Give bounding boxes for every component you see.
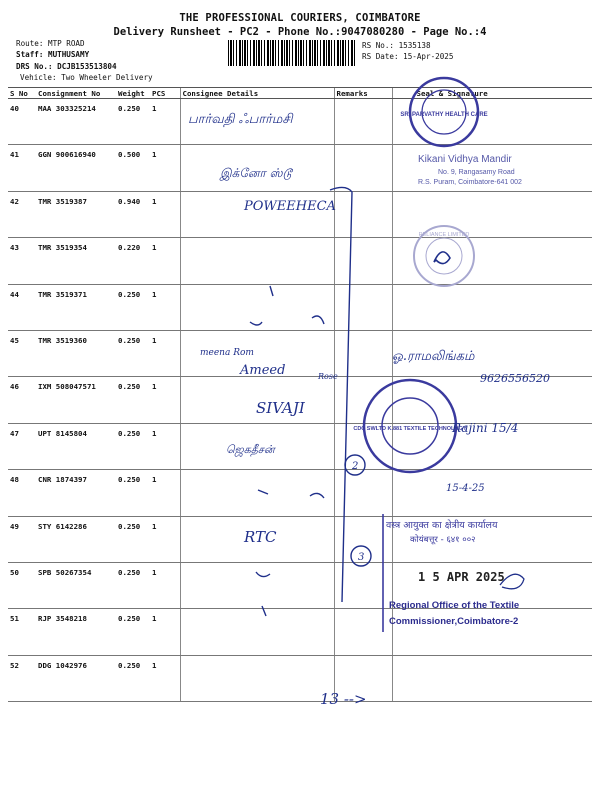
hw-row46a: meena Rom [200, 348, 254, 358]
row-consignment: TMR 3519354 [36, 238, 116, 284]
row-consignment: GGN 900616940 [36, 145, 116, 191]
vehicle-label: Vehicle: Two Wheeler Delivery [20, 73, 153, 82]
col-pcs: PCS [150, 88, 180, 99]
reliance-round-stamp [414, 226, 474, 286]
hw-row49-date: 15-4-25 [446, 483, 485, 494]
row-consignment: TMR 3519371 [36, 284, 116, 330]
hw-row42: POWEEHECA [244, 199, 336, 214]
row-sno: 48 [8, 470, 36, 516]
row-pcs: 1 [150, 330, 180, 376]
row-pcs: 1 [150, 562, 180, 608]
row-pcs: 1 [150, 99, 180, 145]
textile-commissioner-stamp [382, 514, 534, 632]
health-care-text: SRI PARVATHY HEALTH CARE [400, 112, 488, 118]
reliance-stamp-text: RELIANCE LIMITED [418, 232, 470, 238]
col-weight: Weight [116, 88, 150, 99]
row-consignment: IXM 508047571 [36, 377, 116, 423]
hw-row47: SIVAJI [256, 399, 305, 417]
col-consignee: Consignee Details [180, 88, 334, 99]
row-weight: 0.250 [116, 377, 150, 423]
row-pcs: 1 [150, 655, 180, 701]
row-weight: 0.250 [116, 516, 150, 562]
school-stamp-addr2: R.S. Puram, Coimbatore-641 002 [418, 179, 522, 186]
row-weight: 0.250 [116, 562, 150, 608]
col-sno: S No [8, 88, 36, 99]
textile-stamp-city: कोयंबत्तूर - ६४१ ००२ [410, 535, 476, 545]
row-weight: 0.250 [116, 655, 150, 701]
row-sno: 52 [8, 655, 36, 701]
row-consignment: RJP 3548218 [36, 609, 116, 655]
col-remarks: Remarks [334, 88, 392, 99]
col-seal: Seal & Signature [392, 88, 592, 99]
row-sno: 40 [8, 99, 36, 145]
row-consignment: TMR 3519387 [36, 191, 116, 237]
school-stamp-name: Kikani Vidhya Mandir [418, 154, 512, 165]
row-pcs: 1 [150, 145, 180, 191]
textile-stamp-en2: Commissioner,Coimbatore-2 [389, 616, 519, 627]
row-sno: 44 [8, 284, 36, 330]
row-weight: 0.250 [116, 470, 150, 516]
row-pcs: 1 [150, 470, 180, 516]
hw-row48: ஜெகதீசன் [226, 443, 275, 456]
health-care-stamp [400, 78, 487, 146]
row-pcs: 1 [150, 423, 180, 469]
staff-label: Staff: MUTHUSAMY [16, 50, 90, 59]
row-weight: 0.250 [116, 99, 150, 145]
row-weight: 0.250 [116, 330, 150, 376]
row-sno: 49 [8, 516, 36, 562]
row-pcs: 1 [150, 191, 180, 237]
row-pcs: 1 [150, 377, 180, 423]
route-label: Route: MTP ROAD [16, 39, 85, 48]
textile-stamp-date: 1 5 APR 2025 [418, 570, 505, 584]
row-sno: 47 [8, 423, 36, 469]
textile-stamp-hindi: वस्त्र आयुक्त का क्षेत्रीय कार्यालय [386, 520, 498, 531]
hw-remark-2: 2 [352, 461, 359, 472]
hw-row41: இக்னோ ஸ்டூ [220, 166, 292, 180]
row-pcs: 1 [150, 609, 180, 655]
row-consignment: UPT 8145804 [36, 423, 116, 469]
hw-bottom-count: 13 --> [320, 690, 367, 708]
row-weight: 0.250 [116, 284, 150, 330]
row-weight: 0.220 [116, 238, 150, 284]
company-title: THE PROFESSIONAL COURIERS, COIMBATORE [179, 12, 421, 24]
row-sno: 42 [8, 191, 36, 237]
hw-remark-3: 3 [358, 552, 365, 563]
row-pcs: 1 [150, 238, 180, 284]
row-weight: 0.940 [116, 191, 150, 237]
row-sno: 46 [8, 377, 36, 423]
hw-row46c: Rose [318, 372, 338, 381]
col-consignment: Consignment No [36, 88, 116, 99]
school-stamp-addr1: No. 9, Rangasamy Road [438, 169, 515, 176]
row-pcs: 1 [150, 516, 180, 562]
textile-stamp-en1: Regional Office of the Textile [389, 600, 520, 611]
row-sno: 41 [8, 145, 36, 191]
row-weight: 0.500 [116, 145, 150, 191]
row-weight: 0.250 [116, 423, 150, 469]
row-consignment: CNR 1874397 [36, 470, 116, 516]
row-sno: 50 [8, 562, 36, 608]
runsheet-subtitle: Delivery Runsheet - PC2 - Phone No.:9047080280 - Page No.:4 [113, 26, 487, 38]
row-consignment: DDG 1042976 [36, 655, 116, 701]
rs-date-label: RS Date: 15-Apr-2025 [362, 52, 454, 61]
row-consignment: MAA 303325214 [36, 99, 116, 145]
drs-label: DRS No.: DCJB153513804 [16, 62, 117, 71]
hw-row46-signature: ஓ.ராமலிங்கம் [392, 349, 475, 364]
hw-row46b: Ameed [240, 363, 286, 378]
row-sno: 43 [8, 238, 36, 284]
row-sno: 51 [8, 609, 36, 655]
row-weight: 0.250 [116, 609, 150, 655]
hw-row40: பார்வதி ஃபார்மசி [188, 112, 293, 127]
row-consignment: TMR 3519360 [36, 330, 116, 376]
cdc-stamp-text: CDC SWLTD K.881 TEXTILE TECHNOLOGY [353, 426, 467, 432]
hw-row46-phone: 9626556520 [480, 372, 550, 385]
row-consignment: STY 6142286 [36, 516, 116, 562]
row-sno: 45 [8, 330, 36, 376]
row-consignment: SPB 50267354 [36, 562, 116, 608]
rs-no-label: RS No.: 1535138 [362, 41, 431, 50]
hw-row48-signature: Rajini 15/4 [452, 421, 519, 435]
hw-row50: RTC [244, 528, 277, 546]
row-pcs: 1 [150, 284, 180, 330]
cdc-textile-stamp [353, 380, 467, 472]
